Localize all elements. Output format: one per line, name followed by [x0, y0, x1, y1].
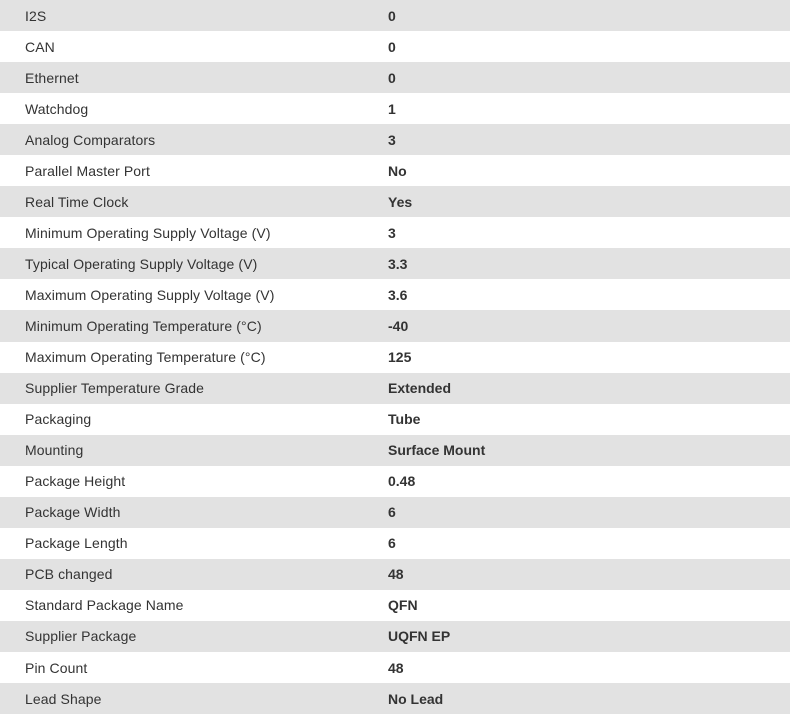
table-row [0, 310, 790, 341]
table-row [0, 590, 790, 621]
spec-value: UQFN EP [388, 628, 451, 645]
spec-name: Maximum Operating Temperature (°C) [25, 349, 266, 366]
table-row [0, 652, 790, 683]
table-row [0, 559, 790, 590]
spec-value: 0 [388, 38, 396, 55]
spec-name: Typical Operating Supply Voltage (V) [25, 255, 258, 272]
spec-name: Ethernet [25, 69, 79, 86]
spec-name: Pin Count [25, 659, 88, 676]
spec-value: Surface Mount [388, 442, 486, 459]
table-row [0, 373, 790, 404]
table-row [0, 435, 790, 466]
spec-name: Analog Comparators [25, 131, 156, 148]
spec-name: CAN [25, 38, 55, 55]
spec-value: 1 [388, 100, 396, 117]
table-row [0, 31, 790, 62]
spec-name: Maximum Operating Supply Voltage (V) [25, 286, 275, 303]
spec-value: 3 [388, 131, 396, 148]
spec-value: Tube [388, 411, 421, 428]
spec-value: 0.48 [388, 473, 416, 490]
table-row [0, 217, 790, 248]
spec-value: 48 [388, 566, 404, 583]
table-row [0, 621, 790, 652]
spec-name: Parallel Master Port [25, 162, 150, 179]
spec-value: 48 [388, 659, 404, 676]
spec-value: Yes [388, 193, 413, 210]
spec-name: Standard Package Name [25, 597, 184, 614]
spec-value: -40 [388, 317, 409, 334]
spec-value: QFN [388, 597, 418, 614]
table-row [0, 186, 790, 217]
spec-name: Package Length [25, 535, 128, 552]
table-row [0, 124, 790, 155]
spec-name: Minimum Operating Temperature (°C) [25, 317, 262, 334]
table-row [0, 342, 790, 373]
spec-value: 0 [388, 69, 396, 86]
spec-name: Real Time Clock [25, 193, 129, 210]
spec-value: 125 [388, 349, 412, 366]
table-row [0, 683, 790, 714]
spec-value: 3.6 [388, 286, 408, 303]
spec-name: I2S [25, 7, 47, 24]
spec-name: Packaging [25, 411, 92, 428]
table-row [0, 0, 790, 31]
spec-name: PCB changed [25, 566, 113, 583]
table-row [0, 528, 790, 559]
table-row [0, 93, 790, 124]
spec-value: No [388, 162, 407, 179]
table-row [0, 62, 790, 93]
spec-value: No Lead [388, 690, 444, 707]
spec-value: 0 [388, 7, 396, 24]
spec-value: 6 [388, 504, 396, 521]
table-row [0, 404, 790, 435]
table-row [0, 466, 790, 497]
spec-name: Supplier Package [25, 628, 137, 645]
spec-name: Watchdog [25, 100, 89, 117]
spec-name: Lead Shape [25, 690, 102, 707]
spec-value: 3.3 [388, 255, 408, 272]
table-row [0, 155, 790, 186]
spec-value: Extended [388, 380, 452, 397]
spec-value: 6 [388, 535, 396, 552]
table-row [0, 279, 790, 310]
spec-name: Supplier Temperature Grade [25, 380, 204, 397]
table-row [0, 248, 790, 279]
spec-name: Mounting [25, 442, 84, 459]
spec-name: Package Width [25, 504, 121, 521]
spec-value: 3 [388, 224, 396, 241]
spec-name: Minimum Operating Supply Voltage (V) [25, 224, 271, 241]
table-row [0, 497, 790, 528]
spec-name: Package Height [25, 473, 126, 490]
